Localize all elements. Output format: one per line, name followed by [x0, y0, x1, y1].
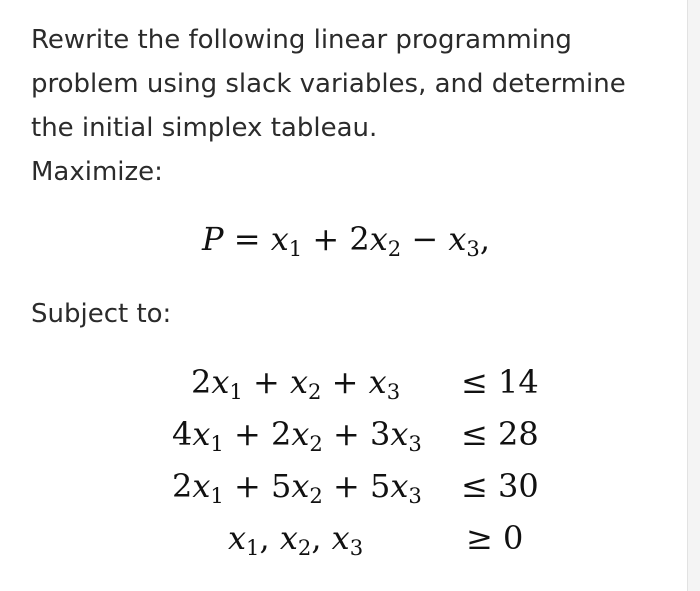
- nonnegativity-rhs: ≥ 0: [466, 519, 524, 557]
- constraint-3-rhs: ≤ 30: [461, 467, 539, 505]
- sub: 3: [349, 534, 364, 560]
- var-x: x: [331, 519, 350, 557]
- plus: +: [321, 363, 369, 401]
- coef: + 3: [322, 415, 391, 453]
- objective-sub-3: 3: [466, 235, 480, 261]
- var-x: x: [228, 519, 247, 557]
- objective-op-1: + 2: [302, 220, 370, 258]
- coef: + 5: [322, 467, 391, 505]
- var-x: x: [291, 415, 310, 453]
- var-x: x: [211, 363, 230, 401]
- sub: 1: [210, 482, 224, 508]
- plus: +: [242, 363, 290, 401]
- sub: 1: [246, 534, 260, 560]
- sub: 2: [308, 378, 322, 404]
- objective-equals: =: [223, 220, 271, 258]
- coef: 4: [172, 415, 193, 453]
- var-x: x: [192, 467, 211, 505]
- sub: 2: [309, 430, 323, 456]
- constraint-2-rhs: ≤ 28: [461, 415, 539, 453]
- constraint-2-lhs: [172, 412, 422, 456]
- objective-function: [202, 214, 490, 264]
- sub: 3: [408, 430, 422, 456]
- constraint-3-lhs: [172, 464, 422, 508]
- objective-sub-1: 1: [288, 235, 303, 261]
- sub: 1: [229, 378, 243, 404]
- comma: ,: [259, 519, 280, 557]
- var-x: x: [192, 415, 211, 453]
- subject-to-label: Subject to:: [31, 299, 172, 329]
- coef: 2: [172, 467, 193, 505]
- sub: 2: [309, 482, 323, 508]
- coef: + 5: [223, 467, 292, 505]
- objective-op-2: −: [401, 220, 449, 258]
- problem-line-3: the initial simplex tableau.: [31, 113, 378, 143]
- comma: ,: [311, 519, 332, 557]
- var-x: x: [290, 363, 309, 401]
- sub: 2: [297, 534, 312, 560]
- objective-sub-2: 2: [387, 235, 402, 261]
- coef: + 2: [223, 415, 292, 453]
- var-x: x: [279, 519, 298, 557]
- var-x: x: [390, 415, 409, 453]
- sub: 1: [210, 430, 224, 456]
- sub: 3: [408, 482, 422, 508]
- objective-var-x3: x: [448, 220, 467, 258]
- problem-line-2: problem using slack variables, and determine: [31, 69, 626, 99]
- problem-statement: [31, 18, 671, 194]
- var-x: x: [291, 467, 310, 505]
- constraint-1-lhs: [191, 360, 400, 404]
- coef: 2: [191, 363, 212, 401]
- objective-var-x2: x: [369, 220, 388, 258]
- nonnegativity-lhs: [228, 516, 363, 560]
- objective-var-x1: x: [270, 220, 289, 258]
- var-x: x: [390, 467, 409, 505]
- objective-comma: ,: [479, 220, 490, 258]
- problem-line-1: Rewrite the following linear programming: [31, 25, 572, 55]
- sub: 3: [386, 378, 401, 404]
- constraint-1-rhs: ≤ 14: [461, 363, 539, 401]
- var-x: x: [368, 363, 387, 401]
- maximize-label: Maximize:: [31, 157, 163, 187]
- objective-lhs: P: [202, 220, 224, 258]
